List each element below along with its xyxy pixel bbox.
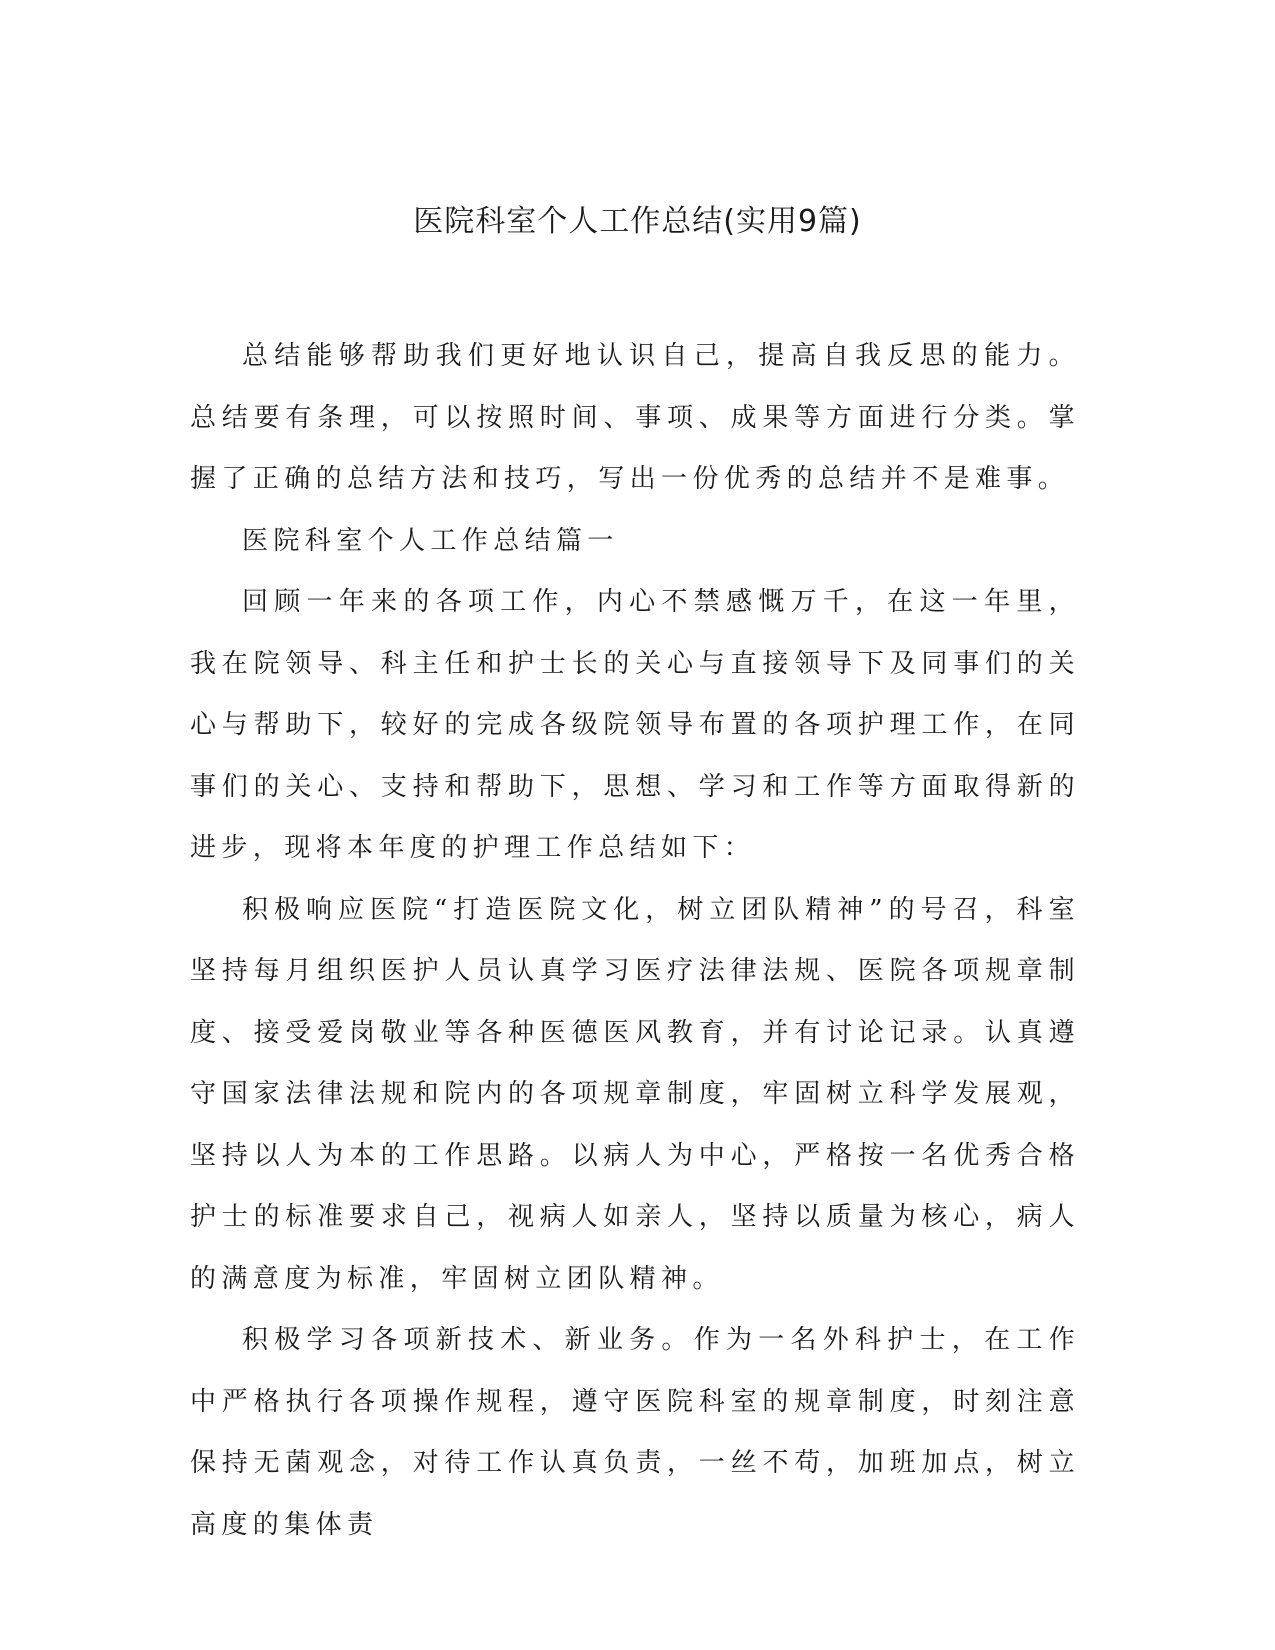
document-body [190, 326, 1080, 1556]
intro-paragraph: 总结能够帮助我们更好地认识自己，提高自我反思的能力。总结要有条理，可以按照时间、事项、成果等方面进行分类。掌握了正确的总结方法和技巧，写出一份优秀的总结并不是难事。 [190, 341, 1080, 494]
document-title: 医院科室个人工作总结(实用9篇) [413, 204, 862, 239]
body-paragraph: 积极学习各项新技术、新业务。作为一名外科护士，在工作中严格执行各项操作规程，遵守医院科室的规章制度，时刻注意保持无菌观念，对待工作认真负责，一丝不苟，加班加点，树立高度的集体责 [190, 1325, 1080, 1540]
section-heading: 医院科室个人工作总结篇一 [242, 525, 619, 556]
body-paragraph: 回顾一年来的各项工作，内心不禁感慨万千，在这一年里，我在院领导、科主任和护士长的关心与直接领导下及同事们的关心与帮助下，较好的完成各级院领导布置的各项护理工作，在同事们的关心、支持和帮助下，思想、学习和工作等方面取得新的进步，现将本年度的护理工作总结如下： [190, 587, 1080, 863]
body-paragraph: 积极响应医院“打造医院文化，树立团队精神”的号召，科室坚持每月组织医护人员认真学习医疗法律法规、医院各项规章制度、接受爱岗敬业等各种医德医风教育，并有讨论记录。认真遵守国家法律法规和院内的各项规章制度，牢固树立科学发展观，坚持以人为本的工作思路。以病人为中心，严格按一名优秀合格护士的标准要求自己，视病人如亲人，坚持以质量为核心，病人的满意度为标准，牢固树立团队精神。 [190, 894, 1080, 1294]
